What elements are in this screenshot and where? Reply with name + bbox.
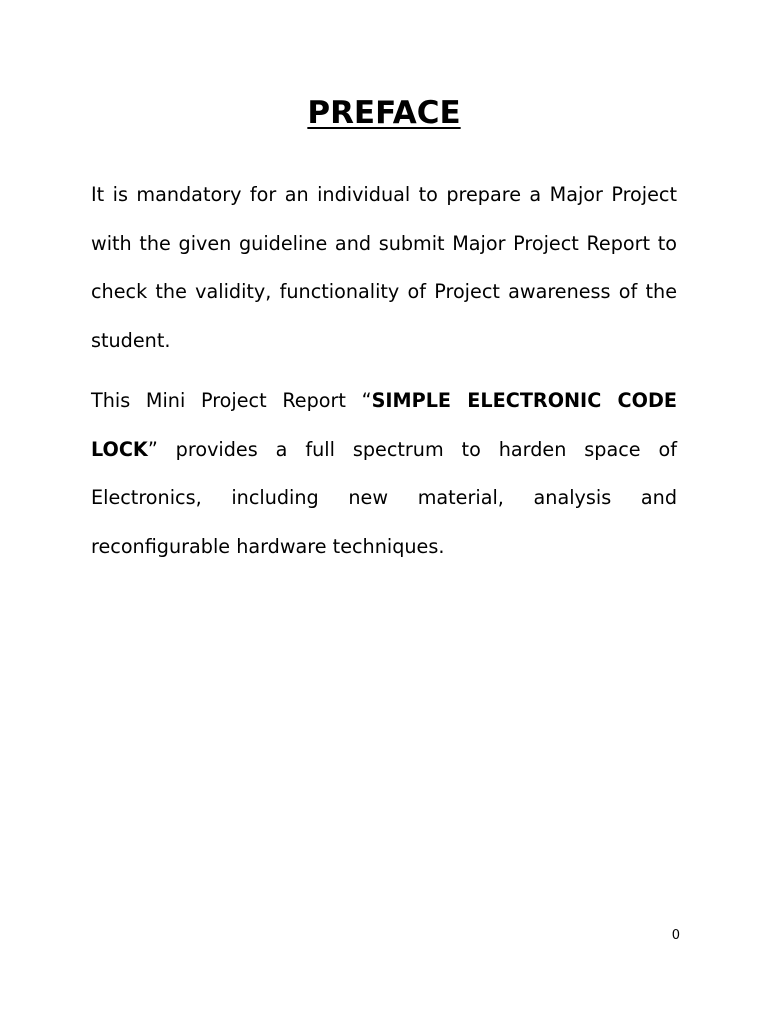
page-number: 0 [671,928,680,943]
paragraph-2-body: ” provides a full spectrum to harden space of Electronics, including new material, analysis and reconfigurable hardware techniques. [91,437,677,558]
project-title-emphasis: SIMPLE ELECTRONIC CODE LOCK [91,389,677,461]
preface-paragraph-1: It is mandatory for an individual to prepare a Major Project with the given guideline and submit Major Project Report to check the validity, functionality of Project awareness of the student. [91,183,677,352]
paragraph-2-intro: This Mini Project Report “ [91,389,372,412]
page-title: PREFACE [307,95,461,131]
preface-paragraph-2 [91,377,677,571]
